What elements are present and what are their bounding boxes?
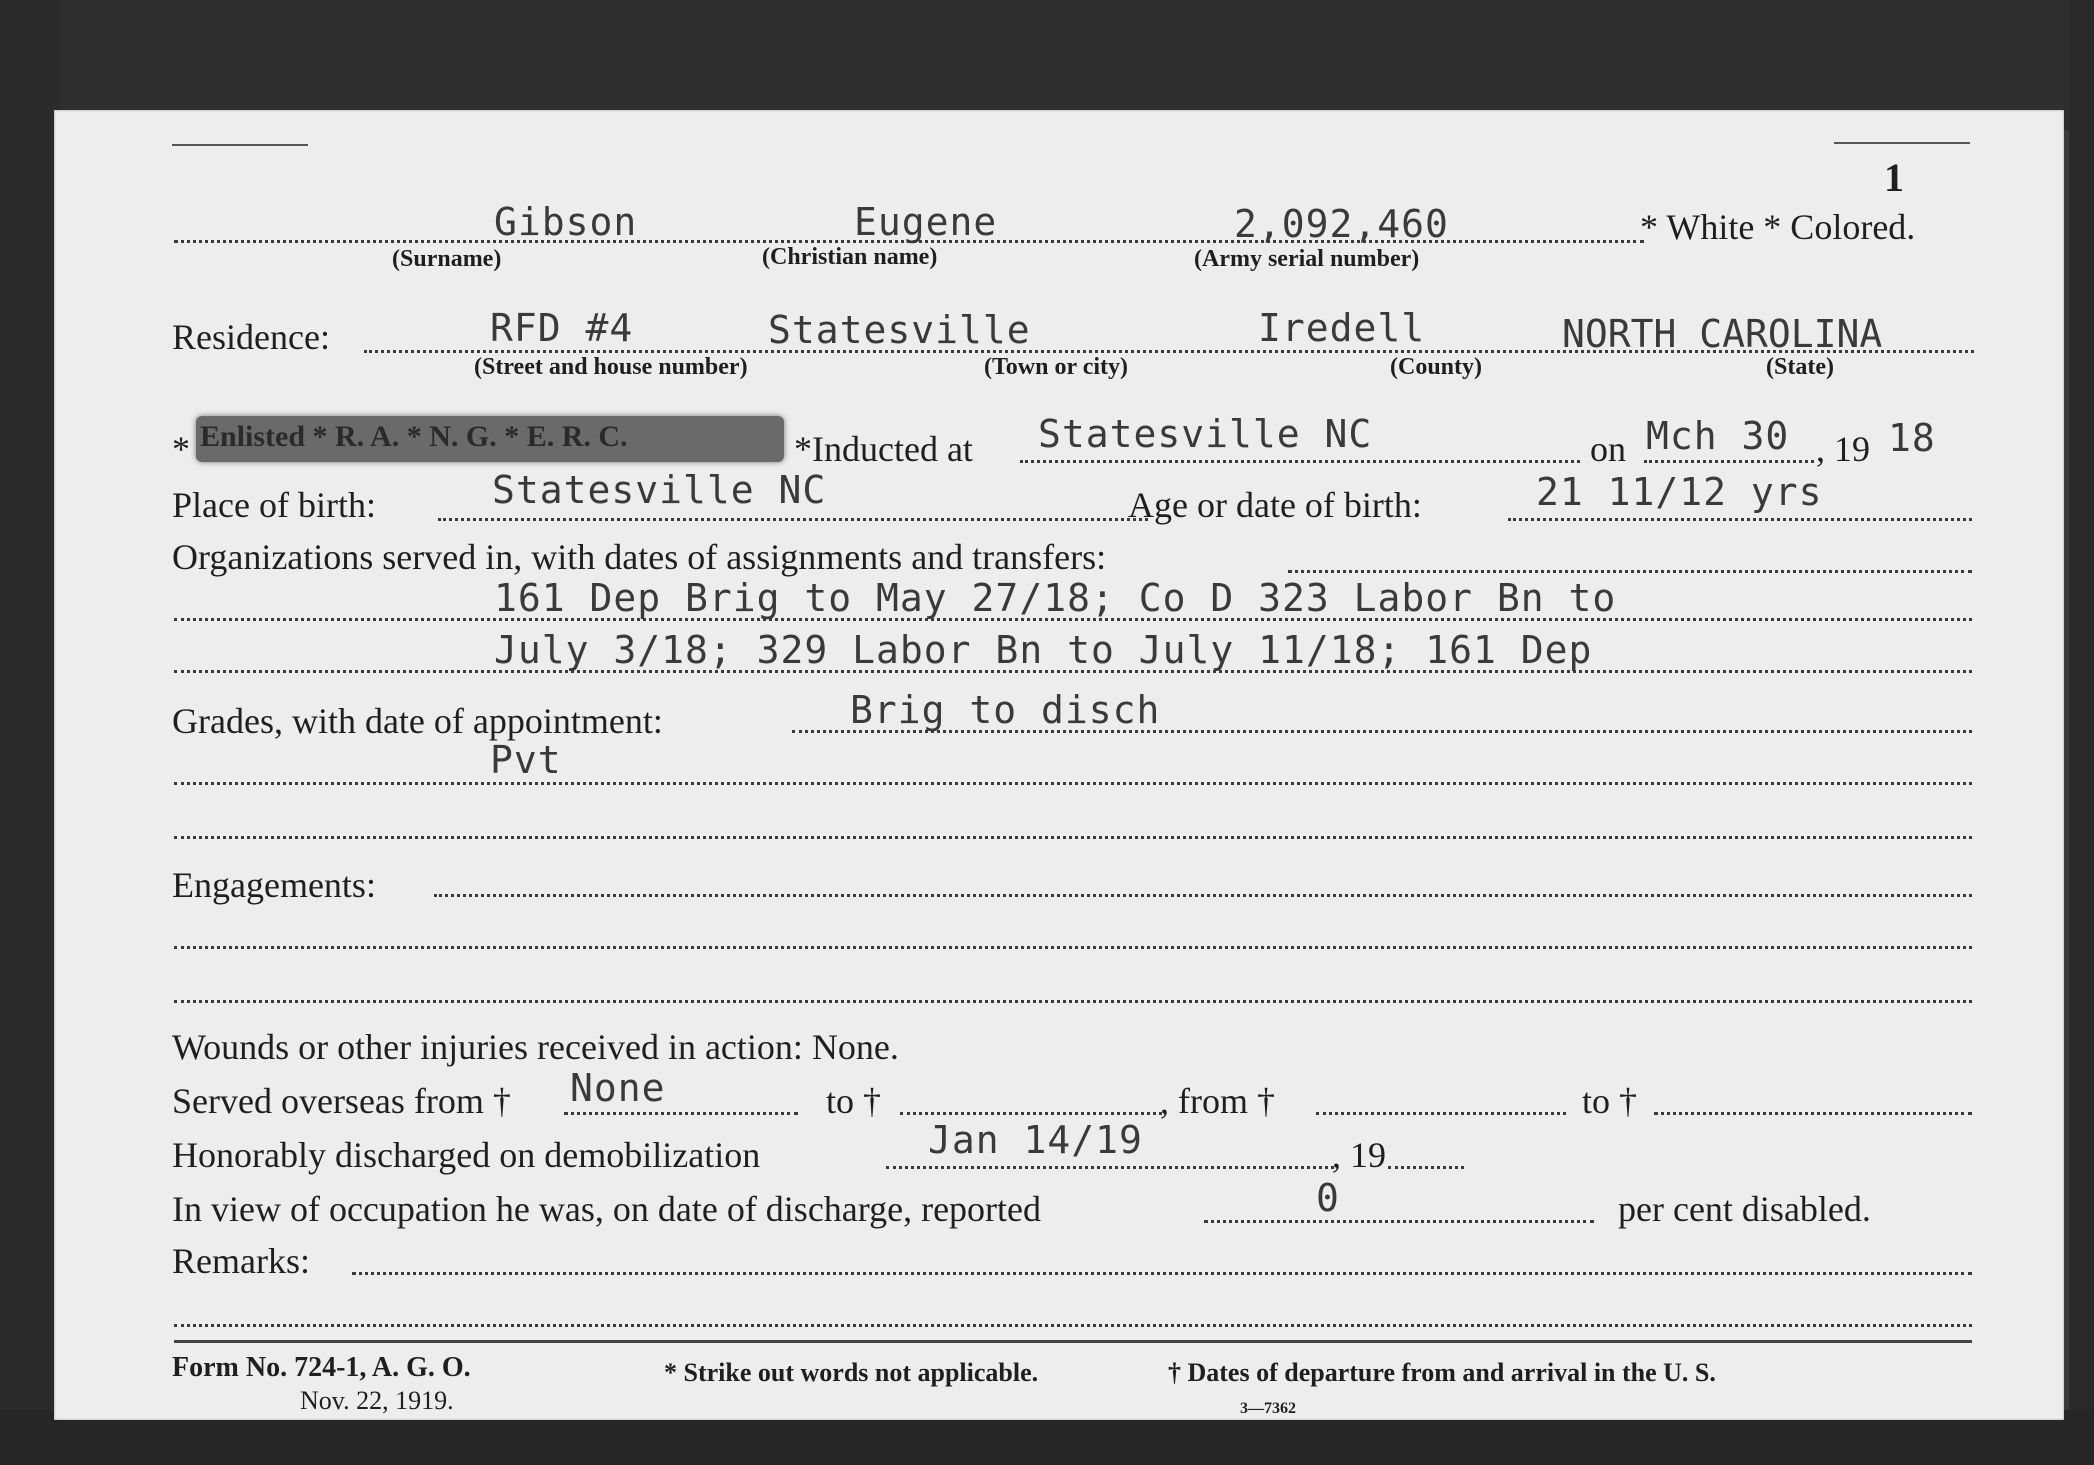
overseas-to2-line [1654, 1112, 1972, 1115]
residence-street: RFD #4 [490, 306, 634, 350]
disability-suffix: per cent disabled. [1618, 1189, 1871, 1229]
residence-state: NORTH CAROLINA [1562, 312, 1883, 356]
remarks-line-2 [174, 1324, 1972, 1327]
organizations-entry-3: Brig to disch [850, 688, 1161, 732]
overseas-from2-line [1316, 1112, 1566, 1115]
top-right-rule [1834, 142, 1970, 144]
scan-background-right [2069, 0, 2094, 1465]
age-value: 21 11/12 yrs [1536, 470, 1823, 514]
surname-caption: (Surname) [392, 246, 502, 272]
serial-number-caption: (Army serial number) [1194, 246, 1420, 272]
age-line [1508, 518, 1972, 521]
grades-value-line [174, 782, 1972, 785]
dagger-note: † Dates of departure from and arrival in the U. S. [1168, 1358, 1716, 1387]
inducted-label: *Inducted at [794, 429, 973, 469]
strike-out-note: * Strike out words not applicable. [664, 1358, 1039, 1387]
street-caption: (Street and house number) [474, 354, 748, 380]
discharge-year-label: , 19 [1332, 1135, 1386, 1175]
surname-value: Gibson [494, 200, 638, 244]
town-caption: (Town or city) [984, 354, 1128, 380]
overseas-from2-label: , from † [1160, 1081, 1275, 1121]
overseas-to2-label: to † [1582, 1081, 1638, 1121]
struck-enlistment-options: Enlisted * R. A. * N. G. * E. R. C. [200, 420, 628, 453]
overseas-to-label: to † [826, 1081, 882, 1121]
discharge-date-line [886, 1166, 1334, 1169]
card-number: 1 [1884, 155, 1904, 200]
discharge-date: Jan 14/19 [928, 1118, 1143, 1162]
inducted-on-label: on [1590, 429, 1626, 469]
place-of-birth-value: Statesville NC [492, 468, 827, 512]
inducted-date-line [1644, 460, 1814, 463]
organizations-label: Organizations served in, with dates of assignments and transfers: [172, 537, 1107, 577]
form-date: Nov. 22, 1919. [300, 1386, 454, 1415]
overseas-from-line [564, 1112, 798, 1115]
disability-line [1204, 1220, 1594, 1223]
wounds-text: Wounds or other injuries received in action: None. [172, 1027, 899, 1067]
residence-town: Statesville [768, 308, 1031, 352]
discharge-label: Honorably discharged on demobilization [172, 1135, 761, 1175]
overseas-from-value: None [570, 1066, 666, 1110]
residence-label: Residence: [172, 317, 330, 357]
engagements-line-2 [174, 946, 1972, 949]
place-of-birth-line [438, 518, 1148, 521]
organizations-entry-2: July 3/18; 329 Labor Bn to July 11/18; 161 Dep [494, 628, 1593, 672]
christian-name-value: Eugene [854, 200, 998, 244]
age-label: Age or date of birth: [1128, 485, 1422, 525]
race-options: * White * Colored. [1640, 207, 1916, 247]
engagements-label: Engagements: [172, 865, 376, 905]
residence-county: Iredell [1258, 306, 1426, 350]
remarks-line-1 [352, 1272, 1972, 1275]
inducted-date: Mch 30 [1646, 414, 1790, 458]
scan-background-left [0, 0, 60, 1465]
footer-rule [174, 1340, 1972, 1343]
grades-label: Grades, with date of appointment: [172, 701, 663, 741]
overseas-label: Served overseas from † [172, 1081, 511, 1121]
inducted-year: 18 [1888, 416, 1936, 460]
county-caption: (County) [1390, 354, 1483, 380]
state-caption: (State) [1766, 354, 1834, 380]
inducted-place: Statesville NC [1038, 412, 1373, 456]
engagements-line-3 [174, 1000, 1972, 1003]
service-record-card [54, 110, 2064, 1420]
form-number: Form No. 724-1, A. G. O. [172, 1352, 471, 1383]
print-code: 3—7362 [1240, 1400, 1296, 1417]
inducted-year-prefix: , 19 [1816, 429, 1870, 469]
disability-label: In view of occupation he was, on date of discharge, reported [172, 1189, 1042, 1229]
inducted-line [1020, 460, 1580, 463]
place-of-birth-label: Place of birth: [172, 485, 376, 525]
enlistment-asterisk: * [172, 429, 190, 469]
discharge-year-line [1388, 1166, 1464, 1169]
disability-value: 0 [1316, 1176, 1340, 1220]
serial-number-value: 2,092,460 [1234, 202, 1449, 246]
remarks-label: Remarks: [172, 1241, 310, 1281]
engagements-line-1 [434, 894, 1972, 897]
christian-name-caption: (Christian name) [762, 244, 938, 270]
grades-blank-line [174, 836, 1972, 839]
organizations-entry-1: 161 Dep Brig to May 27/18; Co D 323 Labor Bn to [494, 576, 1617, 620]
overseas-to-line [900, 1112, 1162, 1115]
organizations-label-line [1288, 570, 1972, 573]
top-left-rule [172, 144, 308, 146]
grade-value: Pvt [490, 738, 562, 782]
